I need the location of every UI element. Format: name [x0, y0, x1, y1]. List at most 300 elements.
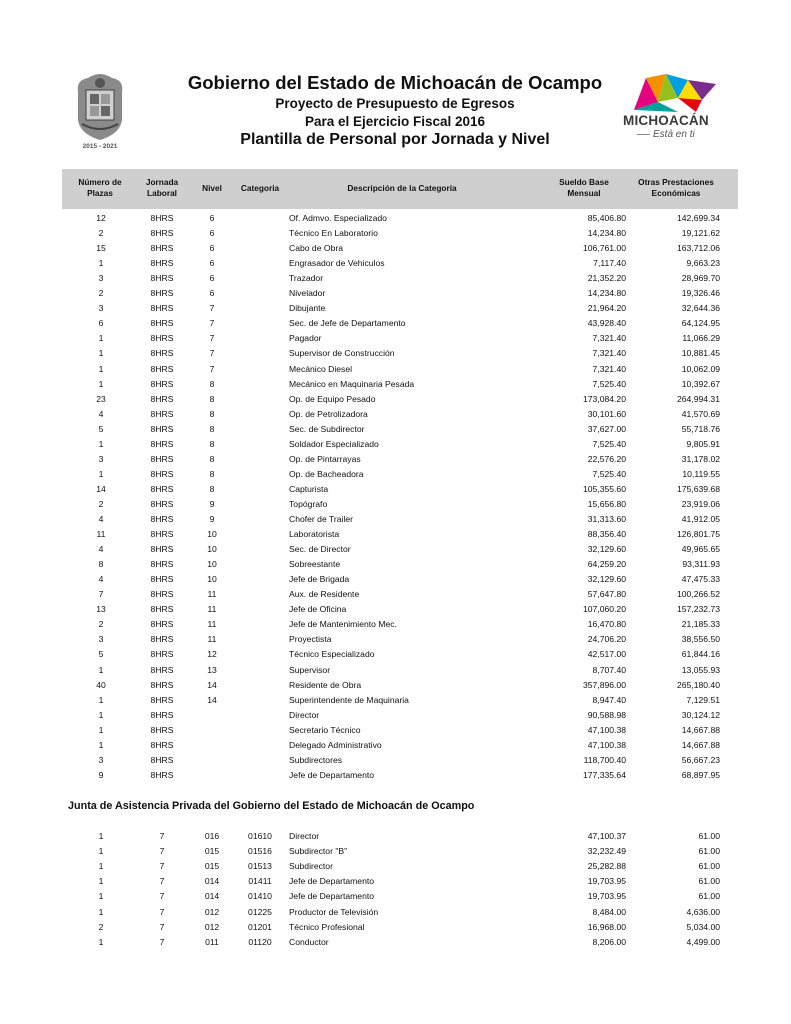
- table-row: [62, 542, 738, 557]
- cell-plazas: 15: [96, 243, 106, 254]
- cell-jornada: 7: [159, 921, 165, 932]
- cell-sueldo: 47,100.38: [587, 724, 626, 735]
- cell-jornada: 8HRS: [150, 604, 174, 615]
- cell-nivel: 9: [209, 514, 215, 524]
- cell-otras-prestaciones: 41,912.05: [681, 514, 720, 524]
- document-subtitle-staff: Plantilla de Personal por Jornada y Nivel: [240, 131, 550, 148]
- cell-plazas: 1: [98, 936, 104, 947]
- cell-otras-prestaciones: 10,119.55: [682, 468, 720, 479]
- cell-sueldo: 85,406.80: [587, 213, 626, 223]
- table-row: [62, 723, 738, 738]
- cell-otras-prestaciones: 126,801.75: [676, 529, 720, 540]
- header-plazas: Número de Plazas: [78, 177, 122, 198]
- cell-plazas: 23: [96, 393, 106, 404]
- cell-plazas: 3: [98, 634, 104, 645]
- cell-sueldo: 105,355.60: [582, 483, 626, 494]
- cell-nivel: 8: [209, 483, 215, 494]
- table-row: [62, 452, 738, 467]
- cell-plazas: 1: [98, 363, 104, 374]
- cell-otras-prestaciones: 10,062.09: [681, 363, 720, 374]
- cell-plazas: 4: [98, 544, 104, 555]
- cell-descripcion: Sec. de Subdirector: [289, 423, 365, 434]
- seal-emblem-icon: [72, 72, 128, 142]
- table-row: [62, 316, 738, 331]
- cell-descripcion: Aux. de Residente: [289, 589, 360, 600]
- cell-sueldo: 14,234.80: [587, 228, 626, 239]
- table-row: [62, 587, 738, 602]
- cell-jornada: 8HRS: [150, 273, 174, 284]
- header-jornada: Jornada Laboral: [145, 177, 179, 198]
- cell-sueldo: 25,282.88: [587, 861, 626, 872]
- cell-sueldo: 24,706.20: [587, 634, 626, 645]
- cell-plazas: 14: [96, 483, 106, 494]
- cell-plazas: 1: [98, 664, 104, 675]
- table-row: [62, 437, 738, 452]
- cell-descripcion: Sobreestante: [289, 559, 341, 570]
- cell-nivel: 6: [209, 243, 215, 254]
- table-row: [62, 768, 738, 783]
- cell-jornada: 8HRS: [150, 634, 174, 645]
- cell-plazas: 1: [98, 876, 104, 887]
- table-header: [62, 169, 738, 209]
- cell-nivel: 11: [207, 634, 217, 645]
- table-row: [62, 632, 738, 647]
- table-row: [62, 512, 738, 527]
- cell-descripcion: Sec. de Director: [289, 544, 351, 555]
- cell-plazas: 12: [96, 213, 106, 223]
- cell-sueldo: 57,647.80: [587, 589, 626, 600]
- cell-nivel: 6: [209, 273, 215, 284]
- cell-sueldo: 7,525.40: [592, 438, 626, 449]
- cell-jornada: 8HRS: [150, 514, 174, 524]
- table-row: [62, 377, 738, 392]
- table-row: [62, 708, 738, 723]
- cell-jornada: 7: [159, 861, 165, 872]
- cell-jornada: 8HRS: [150, 468, 174, 479]
- table-row: [62, 844, 738, 859]
- cell-descripcion: Secretario Técnico: [289, 724, 361, 735]
- cell-descripcion: Supervisor: [289, 664, 331, 675]
- cell-nivel: 012: [204, 921, 220, 932]
- cell-sueldo: 8,484.00: [592, 906, 626, 917]
- cell-sueldo: 47,100.38: [587, 739, 626, 750]
- cell-plazas: 3: [98, 754, 104, 765]
- cell-jornada: 7: [159, 846, 165, 857]
- header-nivel: Nivel: [202, 183, 222, 193]
- cell-plazas: 2: [98, 288, 104, 299]
- cell-descripcion: Jefe de Departamento: [289, 876, 375, 887]
- cell-jornada: 8HRS: [150, 769, 174, 780]
- cell-plazas: 1: [98, 831, 104, 841]
- cell-nivel: 011: [205, 936, 219, 947]
- cell-nivel: 8: [209, 408, 215, 419]
- cell-plazas: 4: [98, 408, 104, 419]
- cell-plazas: 2: [98, 921, 104, 932]
- cell-jornada: 8HRS: [150, 333, 174, 344]
- cell-sueldo: 7,525.40: [592, 468, 626, 479]
- document-title: Gobierno del Estado de Michoacán de Ocampo: [187, 72, 603, 93]
- cell-jornada: 8HRS: [150, 348, 174, 359]
- cell-jornada: 8HRS: [150, 438, 174, 449]
- cell-sueldo: 14,234.80: [587, 288, 626, 299]
- cell-otras-prestaciones: 13,055.93: [681, 664, 720, 675]
- cell-plazas: 9: [98, 769, 104, 780]
- cell-plazas: 1: [98, 861, 104, 872]
- table-row: [62, 497, 738, 512]
- cell-nivel: 8: [209, 423, 215, 434]
- cell-nivel: 10: [207, 544, 217, 555]
- cell-nivel: 8: [209, 468, 215, 479]
- cell-descripcion: Técnico Profesional: [289, 921, 365, 932]
- cell-otras-prestaciones: 264,994.31: [676, 393, 720, 404]
- cell-jornada: 8HRS: [150, 498, 174, 509]
- cell-categoria: 01225: [248, 906, 272, 917]
- cell-plazas: 40: [96, 679, 106, 690]
- cell-otras-prestaciones: 4,499.00: [686, 936, 720, 947]
- cell-sueldo: 7,321.40: [592, 363, 626, 374]
- cell-descripcion: Superintendente de Maquinaria: [289, 694, 409, 705]
- cell-plazas: 1: [98, 724, 104, 735]
- cell-jornada: 8HRS: [150, 213, 174, 223]
- cell-descripcion: Engrasador de Vehiculos: [289, 258, 385, 269]
- cell-sueldo: 42,517.00: [587, 649, 626, 660]
- cell-otras-prestaciones: 61.00: [698, 846, 720, 857]
- cell-categoria: 01201: [248, 921, 272, 932]
- cell-descripcion: Delegado Administrativo: [289, 739, 382, 750]
- cell-sueldo: 7,525.40: [592, 378, 626, 389]
- cell-otras-prestaciones: 28,969.70: [681, 273, 720, 284]
- cell-sueldo: 32,232.49: [587, 846, 626, 857]
- cell-nivel: 7: [209, 333, 215, 344]
- cell-otras-prestaciones: 14,667.88: [681, 724, 720, 735]
- cell-plazas: 5: [98, 649, 104, 660]
- table-row: [62, 874, 738, 889]
- cell-sueldo: 8,707.40: [592, 664, 626, 675]
- cell-sueldo: 21,964.20: [587, 303, 626, 314]
- cell-otras-prestaciones: 55,718.76: [681, 423, 720, 434]
- table-row: [62, 753, 738, 768]
- cell-jornada: 8HRS: [150, 393, 174, 404]
- seal-years: 2015 - 2021: [82, 143, 118, 150]
- cell-otras-prestaciones: 61.00: [698, 831, 720, 841]
- cell-sueldo: 19,703.95: [587, 891, 626, 902]
- table-row: [62, 617, 738, 632]
- cell-descripcion: Topógrafo: [289, 498, 328, 509]
- cell-jornada: 8HRS: [150, 559, 174, 570]
- cell-jornada: 8HRS: [150, 318, 174, 329]
- cell-otras-prestaciones: 100,266.52: [676, 589, 720, 600]
- table-row: [62, 678, 738, 693]
- cell-jornada: 8HRS: [150, 694, 174, 705]
- cell-nivel: 014: [204, 876, 220, 887]
- cell-sueldo: 21,352.20: [587, 273, 626, 284]
- cell-plazas: 3: [98, 303, 104, 314]
- cell-descripcion: Soldador Especializado: [289, 438, 379, 449]
- section-title-junta: Junta de Asistencia Privada del Gobierno del Estado de Michoacán de Ocampo: [68, 800, 475, 812]
- cell-nivel: 8: [209, 378, 215, 389]
- cell-jornada: 8HRS: [150, 288, 174, 299]
- table-row: [62, 346, 738, 361]
- cell-nivel: 8: [209, 438, 215, 449]
- table-row: [62, 829, 738, 844]
- cell-nivel: 014: [204, 891, 220, 902]
- cell-plazas: 1: [98, 348, 104, 359]
- cell-jornada: 8HRS: [150, 754, 174, 765]
- cell-jornada: 8HRS: [150, 724, 174, 735]
- cell-nivel: 9: [209, 498, 215, 509]
- cell-plazas: 1: [98, 891, 104, 902]
- cell-descripcion: Op. de Equipo Pesado: [289, 393, 376, 404]
- cell-plazas: 1: [98, 739, 104, 750]
- cell-otras-prestaciones: 56,667.23: [681, 754, 720, 765]
- cell-descripcion: Op. de Pintarrayas: [289, 453, 361, 464]
- cell-otras-prestaciones: 14,667.88: [681, 739, 720, 750]
- cell-jornada: 7: [159, 936, 165, 947]
- cell-nivel: 13: [207, 664, 217, 675]
- cell-nivel: 7: [209, 318, 215, 329]
- cell-plazas: 1: [98, 438, 104, 449]
- cell-nivel: 6: [209, 258, 215, 269]
- cell-sueldo: 16,470.80: [587, 619, 626, 630]
- cell-otras-prestaciones: 23,919.06: [681, 498, 720, 509]
- cell-otras-prestaciones: 163,712.06: [676, 243, 720, 254]
- cell-descripcion: Capturista: [289, 483, 329, 494]
- cell-plazas: 7: [98, 589, 104, 600]
- cell-sueldo: 19,703.95: [587, 876, 626, 887]
- cell-otras-prestaciones: 9,805.91: [686, 438, 720, 449]
- cell-otras-prestaciones: 93,311.93: [682, 559, 720, 570]
- table-row: [62, 557, 738, 572]
- header-otras-prestaciones: Otras Prestaciones Económicas: [638, 177, 714, 198]
- cell-plazas: 1: [98, 709, 104, 720]
- table-row: [62, 211, 738, 226]
- cell-plazas: 4: [98, 514, 104, 524]
- table-row: [62, 271, 738, 286]
- cell-sueldo: 7,117.40: [593, 258, 626, 269]
- cell-otras-prestaciones: 9,663.23: [686, 258, 720, 269]
- cell-descripcion: Técnico En Laboratorio: [289, 228, 378, 239]
- cell-sueldo: 7,321.40: [592, 333, 626, 344]
- cell-sueldo: 173,084.20: [582, 393, 626, 404]
- table-row: [62, 663, 738, 678]
- cell-sueldo: 177,335.64: [582, 769, 626, 780]
- cell-descripcion: Dibujante: [289, 303, 326, 314]
- cell-sueldo: 31,313.60: [587, 514, 626, 524]
- cell-otras-prestaciones: 31,178.02: [681, 453, 720, 464]
- header-descripcion: Descripción de la Categoría: [347, 183, 457, 193]
- cell-sueldo: 107,060.20: [582, 604, 626, 615]
- cell-otras-prestaciones: 41,570.69: [681, 408, 720, 419]
- cell-nivel: 11: [207, 619, 217, 630]
- cell-otras-prestaciones: 11,066.29: [682, 333, 720, 344]
- cell-otras-prestaciones: 265,180.40: [676, 679, 720, 690]
- cell-otras-prestaciones: 61.00: [698, 861, 720, 872]
- table-row: [62, 286, 738, 301]
- cell-plazas: 3: [98, 453, 104, 464]
- cell-jornada: 8HRS: [150, 679, 174, 690]
- cell-sueldo: 64,259.20: [587, 559, 626, 570]
- cell-descripcion: Sec. de Jefe de Departamento: [289, 318, 406, 329]
- brand-name: MICHOACÁN: [623, 113, 709, 128]
- table-row: [62, 905, 738, 920]
- cell-jornada: 8HRS: [150, 739, 174, 750]
- cell-descripcion: Residente de Obra: [289, 679, 362, 690]
- cell-otras-prestaciones: 61.00: [698, 891, 720, 902]
- cell-descripcion: Chofer de Trailer: [289, 514, 354, 524]
- cell-sueldo: 106,761.00: [582, 243, 626, 254]
- cell-otras-prestaciones: 64,124.95: [681, 318, 720, 329]
- cell-nivel: 6: [209, 213, 215, 223]
- cell-nivel: 8: [209, 393, 215, 404]
- cell-otras-prestaciones: 21,185.33: [681, 619, 720, 630]
- cell-jornada: 8HRS: [150, 258, 174, 269]
- cell-descripcion: Jefe de Brigada: [289, 574, 350, 585]
- cell-descripcion: Jefe de Departamento: [289, 769, 375, 780]
- table-row: [62, 859, 738, 874]
- cell-sueldo: 43,928.40: [587, 318, 626, 329]
- table-row: [62, 392, 738, 407]
- cell-categoria: 01411: [248, 876, 272, 887]
- cell-nivel: 012: [204, 906, 220, 917]
- cell-jornada: 8HRS: [150, 408, 174, 419]
- cell-nivel: 14: [207, 679, 217, 690]
- cell-sueldo: 8,947.40: [592, 694, 626, 705]
- cell-otras-prestaciones: 5,034.00: [686, 921, 720, 932]
- cell-nivel: 6: [209, 288, 215, 299]
- cell-otras-prestaciones: 175,639.68: [676, 483, 720, 494]
- table-row: [62, 693, 738, 708]
- cell-jornada: 8HRS: [150, 303, 174, 314]
- cell-descripcion: Subdirector: [289, 861, 333, 872]
- cell-descripcion: Nivelador: [289, 288, 326, 299]
- cell-categoria: 01513: [248, 861, 272, 872]
- cell-descripcion: Técnico Especializado: [289, 649, 375, 660]
- cell-descripcion: Laboratorista: [289, 529, 340, 540]
- cell-descripcion: Jefe de Mantenimiento Mec.: [289, 619, 397, 630]
- cell-jornada: 7: [159, 891, 165, 902]
- cell-otras-prestaciones: 19,326.46: [681, 288, 720, 299]
- cell-jornada: 8HRS: [150, 649, 174, 660]
- document-subtitle-budget: Proyecto de Presupuesto de Egresos: [275, 96, 515, 111]
- cell-nivel: 11: [207, 604, 217, 615]
- cell-sueldo: 32,129.60: [587, 574, 626, 585]
- cell-otras-prestaciones: 49,965.65: [681, 544, 720, 555]
- cell-sueldo: 32,129.60: [587, 544, 626, 555]
- cell-sueldo: 22,576.20: [587, 453, 626, 464]
- table-row: [62, 422, 738, 437]
- cell-otras-prestaciones: 7,129.51: [686, 694, 720, 705]
- header-sueldo: Sueldo Base Mensual: [559, 177, 609, 198]
- cell-plazas: 1: [98, 468, 104, 479]
- table-row: [62, 572, 738, 587]
- table-row: [62, 647, 738, 662]
- table-row: [62, 602, 738, 617]
- cell-jornada: 8HRS: [150, 574, 174, 585]
- cell-plazas: 2: [98, 619, 104, 630]
- cell-categoria: 01610: [248, 831, 272, 841]
- cell-sueldo: 37,627.00: [587, 423, 626, 434]
- table-row: [62, 331, 738, 346]
- cell-descripcion: Op. de Petrolizadora: [289, 408, 368, 419]
- cell-otras-prestaciones: 4,636.00: [686, 906, 720, 917]
- cell-sueldo: 15,656.80: [587, 498, 626, 509]
- cell-categoria: 01120: [248, 936, 272, 947]
- cell-jornada: 8HRS: [150, 483, 174, 494]
- cell-plazas: 5: [98, 423, 104, 434]
- cell-plazas: 13: [96, 604, 106, 615]
- cell-plazas: 4: [98, 574, 104, 585]
- cell-descripcion: Op. de Bacheadora: [289, 468, 364, 479]
- cell-plazas: 11: [96, 529, 106, 540]
- cell-nivel: 10: [207, 574, 217, 585]
- cell-jornada: 8HRS: [150, 529, 174, 540]
- cell-otras-prestaciones: 19,121.62: [681, 228, 720, 239]
- cell-sueldo: 16,968.00: [587, 921, 626, 932]
- cell-sueldo: 7,321.40: [592, 348, 626, 359]
- cell-otras-prestaciones: 32,644.36: [681, 303, 720, 314]
- cell-otras-prestaciones: 10,881.45: [681, 348, 720, 359]
- cell-plazas: 1: [98, 333, 104, 344]
- cell-plazas: 1: [98, 378, 104, 389]
- cell-jornada: 8HRS: [150, 363, 174, 374]
- cell-jornada: 8HRS: [150, 453, 174, 464]
- cell-jornada: 8HRS: [150, 378, 174, 389]
- cell-otras-prestaciones: 47,475.33: [681, 574, 720, 585]
- table-row: [62, 920, 738, 935]
- cell-descripcion: Proyectista: [289, 634, 332, 645]
- cell-plazas: 1: [98, 906, 104, 917]
- cell-descripcion: Subdirector "B": [289, 846, 348, 857]
- cell-otras-prestaciones: 61,844.16: [681, 649, 720, 660]
- cell-sueldo: 30,101.60: [587, 408, 626, 419]
- table-row: [62, 889, 738, 904]
- cell-categoria: 01516: [248, 846, 272, 857]
- cell-jornada: 7: [159, 906, 165, 917]
- cell-descripcion: Of. Admvo. Especializado: [289, 213, 387, 223]
- cell-jornada: 8HRS: [150, 243, 174, 254]
- table-row: [62, 482, 738, 497]
- cell-nivel: 11: [207, 589, 217, 600]
- cell-jornada: 8HRS: [150, 709, 174, 720]
- cell-descripcion: Subdirectores: [289, 754, 343, 765]
- table-row: [62, 362, 738, 377]
- cell-nivel: 016: [204, 831, 220, 841]
- cell-otras-prestaciones: 157,232.73: [676, 604, 720, 615]
- cell-descripcion: Cabo de Obra: [289, 243, 343, 254]
- cell-descripcion: Jefe de Departamento: [289, 891, 375, 902]
- cell-plazas: 1: [98, 258, 104, 269]
- table-row: [62, 301, 738, 316]
- cell-descripcion: Conductor: [289, 936, 329, 947]
- table-row: [62, 226, 738, 241]
- cell-descripcion: Director: [289, 831, 320, 841]
- cell-jornada: 8HRS: [150, 619, 174, 630]
- table-row: [62, 467, 738, 482]
- cell-plazas: 1: [98, 694, 104, 705]
- cell-otras-prestaciones: 38,556.50: [681, 634, 720, 645]
- cell-jornada: 7: [159, 831, 165, 841]
- cell-jornada: 8HRS: [150, 544, 174, 555]
- cell-jornada: 7: [159, 876, 165, 887]
- table-row: [62, 241, 738, 256]
- cell-plazas: 3: [98, 273, 104, 284]
- cell-jornada: 8HRS: [150, 664, 174, 675]
- cell-nivel: 7: [209, 363, 215, 374]
- cell-nivel: 015: [204, 846, 220, 857]
- table-row: [62, 738, 738, 753]
- cell-descripcion: Productor de Televisión: [289, 906, 379, 917]
- cell-sueldo: 90,588.98: [587, 709, 626, 720]
